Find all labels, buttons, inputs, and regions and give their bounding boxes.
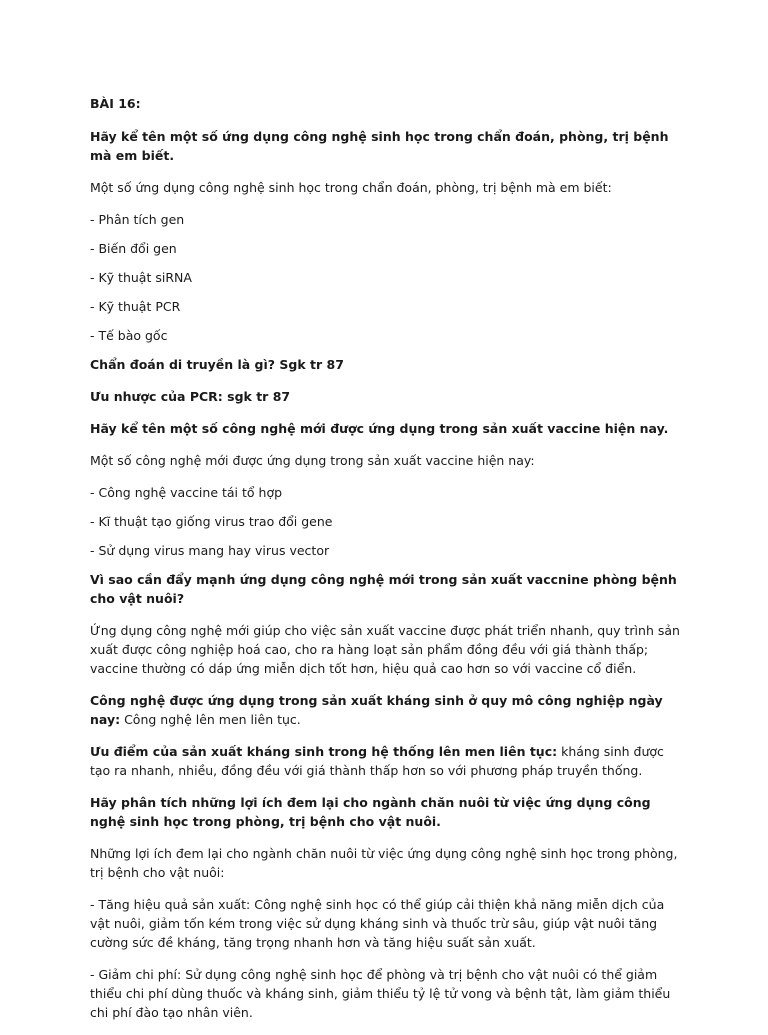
question-7-label: Ưu điểm của sản xuất kháng sinh trong hệ thống lên men liên tục: xyxy=(90,744,558,759)
answer-1-list xyxy=(90,210,685,345)
question-6-label: Công nghệ được ứng dụng trong sản xuất kháng sinh ở quy mô công nghiệp ngày nay: xyxy=(90,693,663,727)
question-4: Hãy kể tên một số công nghệ mới được ứng dụng trong sản xuất vaccine hiện nay. xyxy=(90,421,669,436)
question-8: Hãy phân tích những lợi ích đem lại cho ngành chăn nuôi từ việc ứng dụng công nghệ sinh học trong phòng, trị bệnh cho vật nuôi. xyxy=(90,795,651,829)
list-item: - Kỹ thuật siRNA xyxy=(90,270,192,285)
document-page xyxy=(90,94,685,1035)
answer-1-intro: Một số ứng dụng công nghệ sinh học trong chẩn đoán, phòng, trị bệnh mà em biết: xyxy=(90,180,612,195)
list-item: - Sử dụng virus mang hay virus vector xyxy=(90,543,330,558)
list-item: - Kỹ thuật PCR xyxy=(90,299,181,314)
list-item: - Công nghệ vaccine tái tổ hợp xyxy=(90,485,283,500)
answer-8-intro: Những lợi ích đem lại cho ngành chăn nuôi từ việc ứng dụng công nghệ sinh học trong phòng, trị bệnh cho vật nuôi: xyxy=(90,846,678,880)
list-item: - Tế bào gốc xyxy=(90,328,168,343)
list-item: - Kĩ thuật tạo giống virus trao đổi gene xyxy=(90,514,333,529)
answer-4-intro: Một số công nghệ mới được ứng dụng trong sản xuất vaccine hiện nay: xyxy=(90,453,535,468)
question-3: Ưu nhược của PCR: sgk tr 87 xyxy=(90,389,291,404)
answer-8-point-1: - Tăng hiệu quả sản xuất: Công nghệ sinh học có thể giúp cải thiện khả năng miễn dịch của vật nuôi, giảm tốn kém trong việc sử dụng kháng sinh và thuốc trừ sâu, giúp vật nuôi tăng cường sức đề kháng, tăng trọng nhanh hơn và tăng hiệu suất sản xuất. xyxy=(90,897,665,950)
question-6 xyxy=(90,691,685,729)
answer-8-point-2: - Giảm chi phí: Sử dụng công nghệ sinh học để phòng và trị bệnh cho vật nuôi có thể giảm thiểu chi phí dùng thuốc và kháng sinh, giảm thiểu tỷ lệ tử vong và bệnh tật, làm giảm thiểu chi phí đào tạo nhân viên. xyxy=(90,967,671,1020)
question-7-answer: kháng sinh được tạo ra nhanh, nhiều, đồng đều với giá thành thấp hơn so với phương pháp truyền thống. xyxy=(90,744,664,778)
list-item: - Biến đổi gen xyxy=(90,241,177,256)
question-1: Hãy kể tên một số ứng dụng công nghệ sinh học trong chẩn đoán, phòng, trị bệnh mà em biết. xyxy=(90,129,669,163)
lesson-title: BÀI 16: xyxy=(90,96,141,111)
question-7 xyxy=(90,742,685,780)
question-6-answer: Công nghệ lên men liên tục. xyxy=(120,712,301,727)
list-item: - Phân tích gen xyxy=(90,212,185,227)
answer-4-list xyxy=(90,483,685,560)
question-5: Vì sao cần đẩy mạnh ứng dụng công nghệ mới trong sản xuất vaccnine phòng bệnh cho vật nuôi? xyxy=(90,572,677,606)
question-2: Chẩn đoán di truyền là gì? Sgk tr 87 xyxy=(90,357,344,372)
answer-5: Ứng dụng công nghệ mới giúp cho việc sản xuất vaccine được phát triển nhanh, quy trình sản xuất được công nghiệp hoá cao, cho ra hàng loạt sản phẩm đồng đều với giá thành thấp; vaccine thường có dáp ứng miễn dịch tốt hơn, hiệu quả cao hơn so với vaccine cổ điển. xyxy=(90,623,680,676)
